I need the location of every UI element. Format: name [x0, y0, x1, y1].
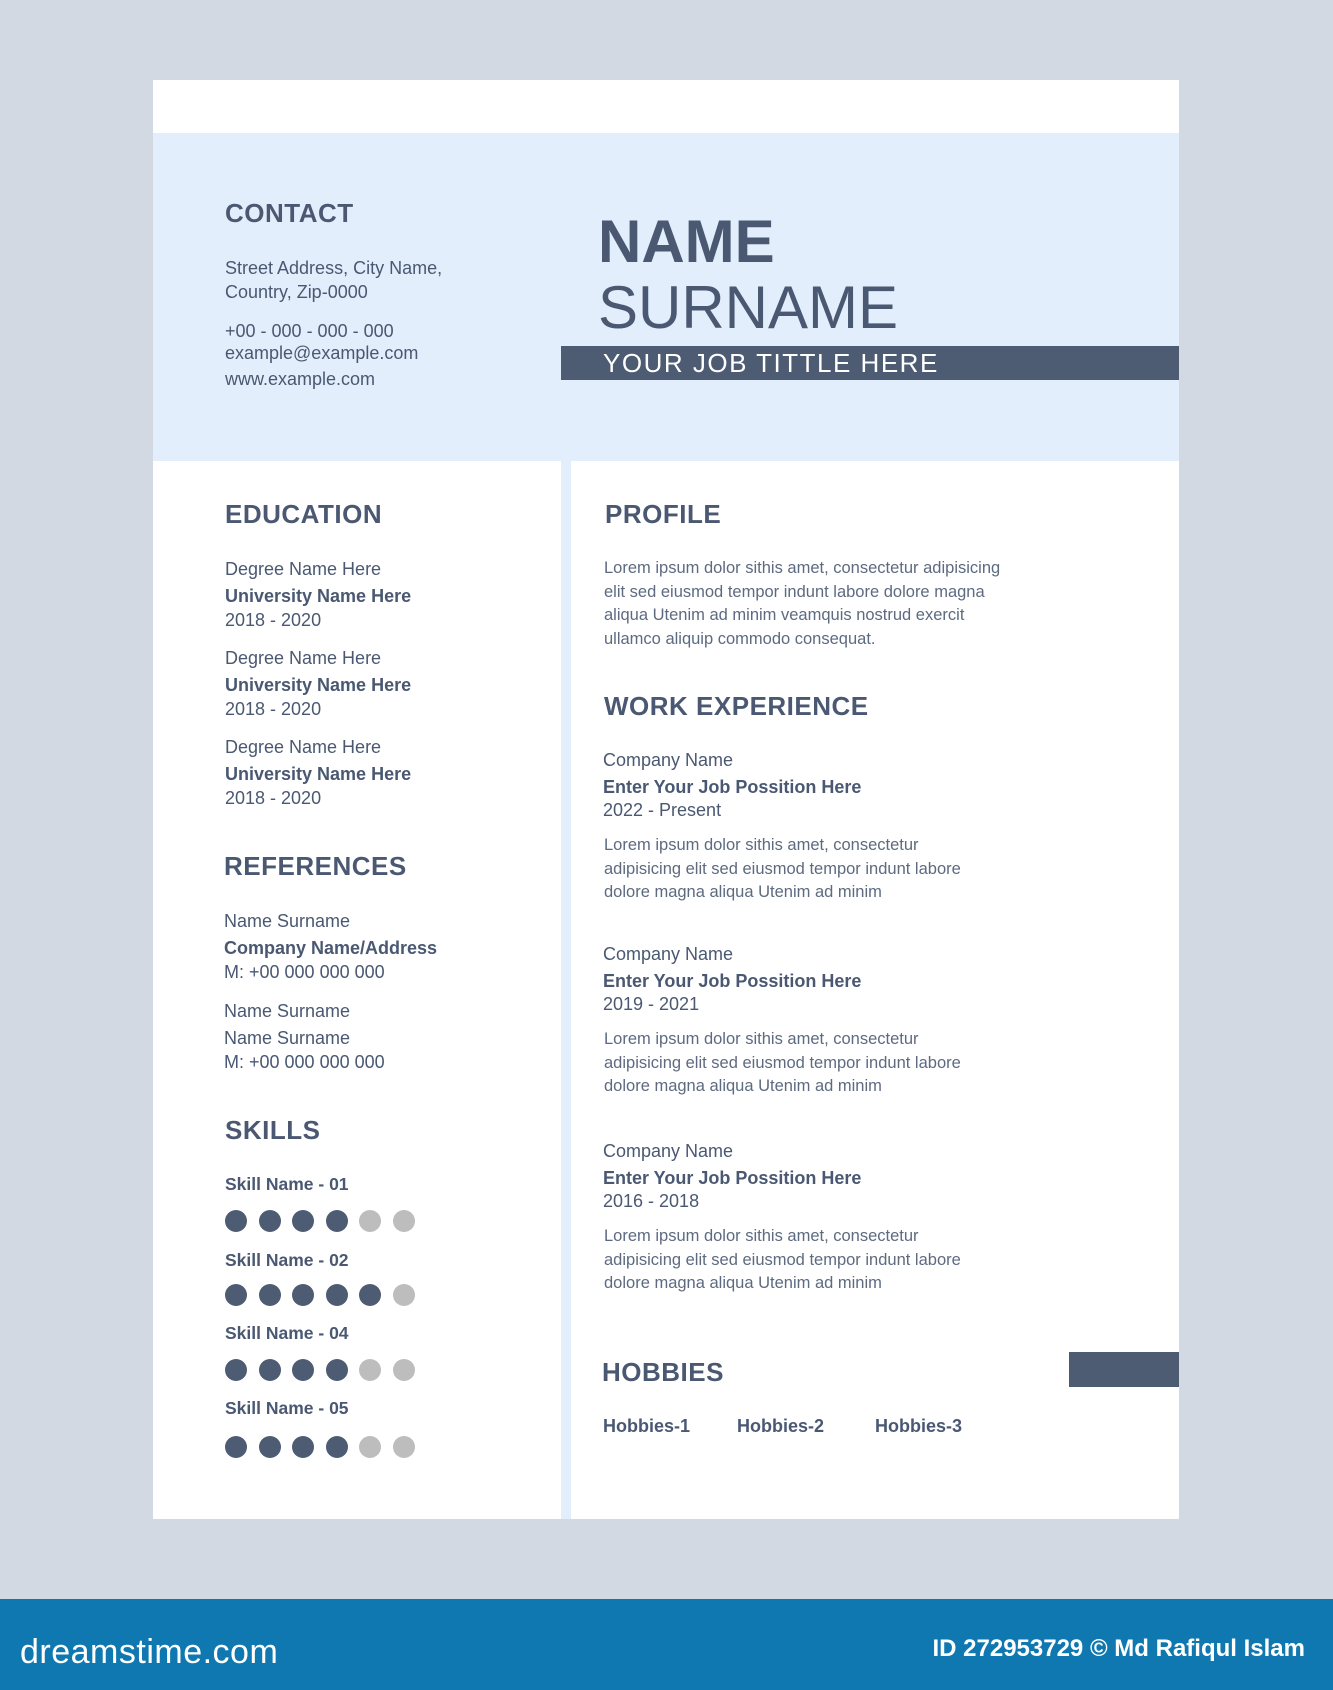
contact-email: example@example.com — [225, 343, 419, 363]
work-description-line: adipisicing elit sed eiusmod tempor indunt labore — [604, 859, 961, 878]
work-company: Company Name — [603, 750, 734, 770]
skill-dot-filled — [326, 1436, 348, 1458]
education-years: 2018 - 2020 — [225, 610, 322, 630]
contact-website: www.example.com — [225, 369, 376, 389]
work-description-line: adipisicing elit sed eiusmod tempor indunt labore — [604, 1250, 961, 1269]
education-university: University Name Here — [225, 675, 412, 695]
profile-heading: PROFILE — [605, 499, 722, 529]
profile-text-line: ullamco aliquip commodo consequat. — [604, 630, 876, 649]
education-years: 2018 - 2020 — [225, 699, 322, 719]
image-credit: ID 272953729 © Md Rafiqul Islam — [932, 1635, 1305, 1662]
hobbies-heading: HOBBIES — [602, 1357, 724, 1387]
work-position: Enter Your Job Possition Here — [603, 777, 862, 797]
reference-phone: M: +00 000 000 000 — [224, 1052, 385, 1072]
contact-heading: CONTACT — [225, 198, 354, 228]
skill-dot-filled — [225, 1210, 247, 1232]
profile-text-line: elit sed eiusmod tempor indunt labore dolore magna — [604, 582, 985, 601]
surname-heading: SURNAME — [598, 274, 899, 341]
education-university: University Name Here — [225, 764, 412, 784]
skill-dot-empty — [393, 1436, 415, 1458]
skill-dot-filled — [225, 1359, 247, 1381]
education-heading: EDUCATION — [225, 499, 383, 529]
skill-dot-empty — [393, 1284, 415, 1306]
skill-dot-filled — [259, 1359, 281, 1381]
work-description-line: dolore magna aliqua Utenim ad minim — [604, 883, 882, 902]
reference-name: Name Surname — [224, 1001, 351, 1021]
education-degree: Degree Name Here — [225, 648, 382, 668]
dreamstime-logo[interactable]: dreamstime.com — [20, 1633, 279, 1671]
skill-dot-filled — [259, 1284, 281, 1306]
education-degree: Degree Name Here — [225, 737, 382, 757]
profile-text-line: aliqua Utenim ad minim veamquis nostrud exercit — [604, 606, 965, 625]
skill-dot-filled — [225, 1436, 247, 1458]
reference-company: Company Name/Address — [224, 938, 438, 958]
skill-dot-filled — [326, 1284, 348, 1306]
name-heading: NAME — [598, 208, 775, 275]
work-description-line: adipisicing elit sed eiusmod tempor indunt labore — [604, 1053, 961, 1072]
reference-name: Name Surname — [224, 911, 351, 931]
work-description-line: Lorem ipsum dolor sithis amet, consectetur — [604, 836, 919, 854]
column-divider — [561, 461, 571, 1519]
contact-address-line2: Country, Zip-0000 — [225, 282, 368, 302]
skill-dot-empty — [393, 1210, 415, 1232]
work-company: Company Name — [603, 944, 734, 964]
skill-name: Skill Name - 02 — [225, 1250, 349, 1270]
work-description-line: Lorem ipsum dolor sithis amet, consectetur — [604, 1030, 919, 1048]
skill-dot-filled — [259, 1210, 281, 1232]
footer-bar — [0, 1599, 1333, 1690]
reference-phone: M: +00 000 000 000 — [224, 962, 385, 982]
references-heading: REFERENCES — [224, 851, 407, 881]
work-company: Company Name — [603, 1141, 734, 1161]
skill-name: Skill Name - 05 — [225, 1398, 349, 1418]
contact-phone: +00 - 000 - 000 - 000 — [225, 321, 394, 341]
job-title: YOUR JOB TITTLE HERE — [603, 348, 939, 378]
skill-dot-filled — [326, 1359, 348, 1381]
reference-company: Name Surname — [224, 1028, 351, 1048]
skill-dot-filled — [326, 1210, 348, 1232]
hobby-item: Hobbies-2 — [737, 1416, 825, 1436]
profile-text-line: Lorem ipsum dolor sithis amet, consectetur adipisicing — [604, 559, 1001, 577]
education-university: University Name Here — [225, 586, 412, 606]
work-dates: 2022 - Present — [603, 800, 722, 820]
skill-name: Skill Name - 04 — [225, 1323, 349, 1343]
skills-heading: SKILLS — [225, 1115, 321, 1145]
hobby-item: Hobbies-3 — [875, 1416, 963, 1436]
work-description-line: dolore magna aliqua Utenim ad minim — [604, 1077, 882, 1096]
work-description-line: dolore magna aliqua Utenim ad minim — [604, 1274, 882, 1293]
hobbies-accent-bar — [1069, 1352, 1179, 1387]
skill-dot-filled — [259, 1436, 281, 1458]
work-position: Enter Your Job Possition Here — [603, 971, 862, 991]
work-description-line: Lorem ipsum dolor sithis amet, consectetur — [604, 1227, 919, 1245]
work-position: Enter Your Job Possition Here — [603, 1168, 862, 1188]
work-experience-heading: WORK EXPERIENCE — [604, 691, 869, 721]
skill-dot-filled — [225, 1284, 247, 1306]
skill-name: Skill Name - 01 — [225, 1174, 349, 1194]
work-dates: 2016 - 2018 — [603, 1191, 700, 1211]
education-years: 2018 - 2020 — [225, 788, 322, 808]
skill-dot-empty — [393, 1359, 415, 1381]
hobby-item: Hobbies-1 — [603, 1416, 691, 1436]
education-degree: Degree Name Here — [225, 559, 382, 579]
work-dates: 2019 - 2021 — [603, 994, 700, 1014]
contact-address-line1: Street Address, City Name, — [225, 258, 443, 278]
